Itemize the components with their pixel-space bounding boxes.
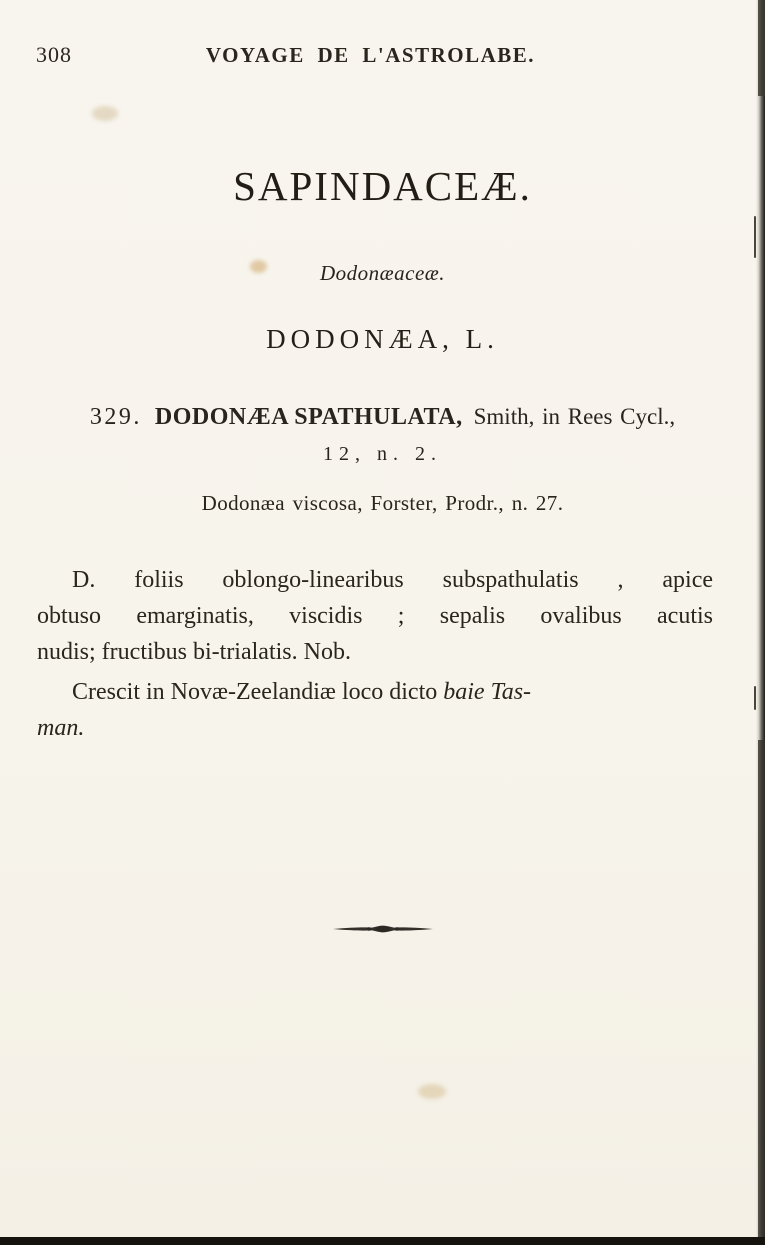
subfamily-heading: Dodonæaceæ.	[319, 261, 446, 285]
description-line: obtuso emarginatis, viscidis ; sepalis ovalibus acutis	[37, 603, 713, 629]
scan-edge-shadow-bottom	[758, 740, 765, 1245]
species-heading	[0, 402, 765, 432]
section-divider-ornament-icon	[332, 922, 434, 940]
habitat-text: Crescit in Novæ-Zeelandiæ loco dicto	[72, 679, 444, 705]
habitat-line	[37, 674, 713, 710]
habitat-line: man.	[37, 715, 85, 741]
genus-heading: DODONÆA, L.	[266, 324, 499, 354]
description-line: D. foliis oblongo-linearibus subspathulatis , apice	[72, 567, 713, 593]
scan-edge-bottom	[0, 1237, 765, 1245]
synonym-line: Dodonæa viscosa, Forster, Prodr., n. 27.	[201, 491, 564, 515]
page-number: 308	[36, 42, 72, 67]
description-paragraph	[0, 562, 765, 670]
scan-crease-mark	[754, 686, 756, 710]
paper-stain	[418, 1084, 446, 1099]
scan-crease-mark	[754, 216, 756, 258]
habitat-paragraph	[0, 674, 765, 746]
description-line: nudis; fructibus bi-trialatis. Nob.	[37, 639, 351, 665]
species-name: DODONÆA SPATHULATA,	[154, 404, 463, 430]
species-authority: Smith, in Rees Cycl.,	[473, 404, 676, 429]
species-reference: 12, n. 2.	[323, 443, 442, 465]
page-header	[0, 0, 765, 68]
locality-name: baie Tas-	[443, 679, 532, 705]
scan-edge-shadow-top	[758, 0, 765, 96]
paper-stain	[92, 106, 118, 121]
running-title: VOYAGE DE L'ASTROLABE.	[205, 43, 536, 67]
family-heading: SAPINDACEÆ.	[233, 163, 532, 209]
species-number: 329.	[89, 404, 142, 430]
